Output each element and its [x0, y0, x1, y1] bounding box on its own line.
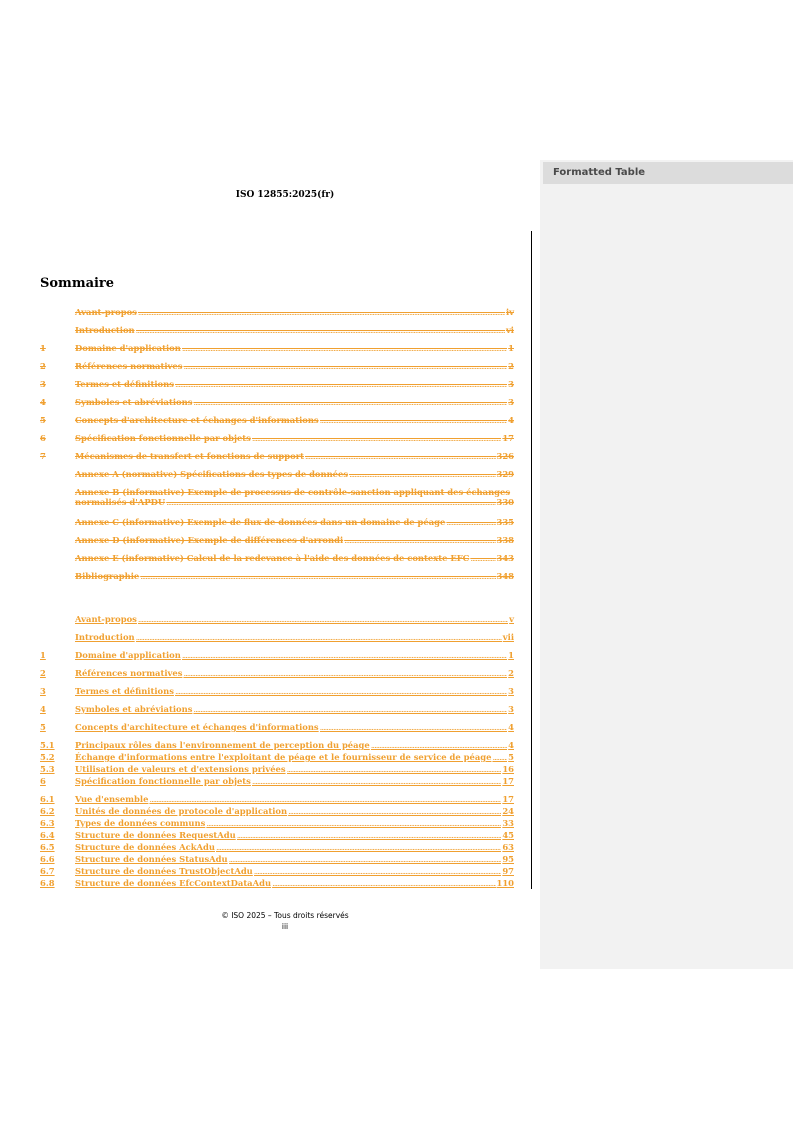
toc-entry-page: 4 [508, 415, 514, 425]
toc-leader-dots [193, 704, 507, 714]
toc-leader-dots [349, 469, 495, 479]
toc-entry-text: Domaine d'application [75, 650, 181, 660]
toc-entry[interactable] [40, 650, 514, 668]
toc-deleted [40, 307, 514, 589]
toc-entry-page: 338 [496, 535, 514, 545]
toc-entry-number: 6.3 [40, 818, 55, 828]
toc-entry-text: Principaux rôles dans l'environnement de perception du péage [75, 740, 370, 750]
toc-leader-dots [216, 842, 501, 852]
footer-page-number: iii [281, 922, 289, 931]
toc-entry[interactable] [40, 776, 514, 794]
toc-entry-number: 6 [40, 433, 46, 443]
toc-entry[interactable] [40, 854, 514, 866]
toc-entry-text: Structure de données RequestAdu [75, 830, 236, 840]
toc-entry-number: 1 [40, 343, 46, 353]
toc-entry-number: 5.3 [40, 764, 55, 774]
comment-balloon-header[interactable] [543, 162, 793, 184]
toc-entry[interactable] [40, 752, 514, 764]
toc-entry-text: Concepts d'architecture et échanges d'informations [75, 415, 319, 425]
toc-leader-dots [446, 517, 495, 527]
toc-leader-dots [193, 397, 507, 407]
toc-leader-dots [183, 668, 507, 678]
toc-entry-page: 2 [508, 361, 514, 371]
comment-pane [540, 160, 793, 969]
toc-entry[interactable] [40, 764, 514, 776]
toc-entry-number: 3 [40, 379, 46, 389]
toc-entry-text: Concepts d'architecture et échanges d'informations [75, 722, 319, 732]
toc-entry[interactable] [40, 397, 514, 415]
toc-entry-page: 33 [502, 818, 514, 828]
toc-entry-number: 2 [40, 668, 46, 678]
toc-entry-text: Annexe C (informative) Exemple de flux de données dans un domaine de péage [75, 517, 446, 527]
toc-leader-dots [182, 343, 507, 353]
toc-entry-text: Structure de données EfcContextDataAdu [75, 878, 272, 888]
toc-entry[interactable] [40, 818, 514, 830]
toc-entry-number: 6.2 [40, 806, 55, 816]
toc-entry[interactable] [40, 487, 514, 517]
toc-entry[interactable] [40, 433, 514, 451]
toc-entry[interactable] [40, 614, 514, 632]
toc-entry-page: vi [505, 325, 514, 335]
toc-entry[interactable] [40, 686, 514, 704]
toc-entry-page: 3 [508, 686, 514, 696]
toc-leader-dots [136, 325, 505, 335]
toc-entry-page: v [509, 614, 514, 624]
toc-leader-dots [344, 535, 495, 545]
toc-entry-number: 3 [40, 686, 46, 696]
toc-leader-dots [138, 614, 508, 624]
toc-entry[interactable] [40, 325, 514, 343]
toc-entry-text: Vue d'ensemble [75, 794, 149, 804]
toc-entry-text: Spécification fonctionnelle par objets [75, 433, 251, 443]
toc-entry-page: 330 [496, 497, 514, 507]
toc-leader-dots [305, 451, 496, 461]
toc-entry-number: 1 [40, 650, 46, 660]
toc-entry-page: 45 [502, 830, 514, 840]
toc-entry-number: 6.6 [40, 854, 55, 864]
toc-entry-number: 6.5 [40, 842, 55, 852]
toc-leader-dots [136, 632, 502, 642]
toc-entry-text: Structure de données AckAdu [75, 842, 215, 852]
toc-leader-dots [182, 650, 507, 660]
toc-leader-dots [206, 818, 501, 828]
toc-entry-page: 348 [496, 571, 514, 581]
toc-entry-text: Unités de données de protocole d'application [75, 806, 288, 816]
toc-entry-number: 5 [40, 722, 46, 732]
toc-entry-page: 17 [502, 776, 514, 786]
toc-leader-dots [175, 379, 507, 389]
toc-entry-text: Annexe A (normative) Spécifications des types de données [75, 469, 349, 479]
toc-leader-dots [252, 433, 501, 443]
toc-title: Sommaire [40, 276, 115, 291]
toc-entry-page: 4 [508, 740, 514, 750]
toc-inserted [40, 614, 514, 890]
toc-entry-page: 17 [502, 433, 514, 443]
change-bar [531, 231, 532, 889]
toc-entry-page: 24 [502, 806, 514, 816]
toc-entry[interactable] [40, 878, 514, 890]
comment-balloon-label: Formatted Table [553, 167, 646, 178]
toc-entry-text-continued: normalisés d'APDU [75, 497, 166, 507]
toc-entry-number: 6.7 [40, 866, 55, 876]
toc-entry[interactable] [40, 704, 514, 722]
toc-entry-text: Annexe D (informative) Exemple de différences d'arrondi [75, 535, 344, 545]
toc-leader-dots [371, 740, 507, 750]
toc-entry-text: Bibliographie [75, 571, 140, 581]
toc-entry-page: 95 [502, 854, 514, 864]
toc-entry-text: Mécanismes de transfert et fonctions de support [75, 451, 304, 461]
toc-leader-dots [320, 415, 508, 425]
toc-entry-text: Domaine d'application [75, 343, 181, 353]
toc-leader-dots [288, 806, 501, 816]
toc-entry[interactable] [40, 668, 514, 686]
toc-entry-text: Structure de données StatusAdu [75, 854, 228, 864]
toc-entry[interactable] [40, 632, 514, 650]
toc-entry-text: Symboles et abréviations [75, 704, 193, 714]
toc-entry[interactable] [40, 517, 514, 535]
toc-entry-text: Avant-propos [75, 614, 137, 624]
page-footer [0, 910, 570, 932]
toc-entry[interactable] [40, 794, 514, 806]
document-header: ISO 12855:2025(fr) [235, 190, 335, 200]
toc-entry[interactable] [40, 451, 514, 469]
toc-entry[interactable] [40, 866, 514, 878]
toc-leader-dots [237, 830, 502, 840]
toc-leader-dots [183, 361, 507, 371]
toc-entry[interactable] [40, 830, 514, 842]
toc-entry[interactable] [40, 535, 514, 553]
toc-entry-number: 6 [40, 776, 46, 786]
toc-entry-text: Annexe B (informative) Exemple de processus de contrôle-sanction appliquant des échanges [75, 487, 511, 497]
toc-entry-text: Références normatives [75, 361, 183, 371]
toc-entry[interactable] [40, 806, 514, 818]
toc-entry-page: 16 [502, 764, 514, 774]
toc-entry[interactable] [40, 361, 514, 379]
toc-entry[interactable] [40, 469, 514, 487]
toc-entry-text: Annexe E (informative) Calcul de la redevance à l'aide des données de contexte EFC [75, 553, 470, 563]
toc-entry-number: 4 [40, 704, 46, 714]
toc-entry-page: 2 [508, 668, 514, 678]
toc-entry-number: 7 [40, 451, 46, 461]
toc-entry-page: 17 [502, 794, 514, 804]
toc-leader-dots [272, 878, 495, 888]
toc-entry-page: 97 [502, 866, 514, 876]
toc-entry-text: Échange d'informations entre l'exploitant de péage et le fournisseur de service de péage [75, 752, 492, 762]
toc-entry-page: 1 [508, 650, 514, 660]
toc-entry-text: Symboles et abréviations [75, 397, 193, 407]
toc-entry-number: 6.1 [40, 794, 55, 804]
toc-entry[interactable] [40, 379, 514, 397]
footer-copyright: © ISO 2025 – Tous droits réservés [221, 911, 349, 920]
toc-entry-page: 3 [508, 379, 514, 389]
toc-entry[interactable] [40, 842, 514, 854]
toc-entry-page: vii [502, 632, 514, 642]
toc-entry-text: Avant-propos [75, 307, 137, 317]
toc-entry-text: Références normatives [75, 668, 183, 678]
toc-leader-dots [138, 307, 505, 317]
toc-entry-number: 6.4 [40, 830, 55, 840]
toc-entry-text: Termes et définitions [75, 379, 174, 389]
toc-entry[interactable] [40, 343, 514, 361]
toc-entry-page: 110 [496, 878, 514, 888]
toc-entry-page: 3 [508, 397, 514, 407]
toc-leader-dots [175, 686, 507, 696]
toc-entry-page: 335 [496, 517, 514, 527]
toc-entry-page: 343 [496, 553, 514, 563]
toc-entry-page: 326 [496, 451, 514, 461]
toc-entry[interactable] [40, 740, 514, 752]
toc-entry-number: 6.8 [40, 878, 55, 888]
toc-entry-text: Introduction [75, 325, 135, 335]
toc-entry[interactable] [40, 415, 514, 433]
toc-entry-text: Spécification fonctionnelle par objets [75, 776, 251, 786]
toc-entry-text: Introduction [75, 632, 135, 642]
toc-entry-page: 329 [496, 469, 514, 479]
toc-entry-page: 1 [508, 343, 514, 353]
toc-leader-dots [229, 854, 502, 864]
toc-leader-dots [140, 571, 495, 581]
toc-entry-number: 2 [40, 361, 46, 371]
toc-entry-text: Utilisation de valeurs et d'extensions privées [75, 764, 286, 774]
toc-leader-dots [492, 752, 507, 762]
toc-leader-dots [320, 722, 508, 732]
toc-leader-dots [287, 764, 502, 774]
toc-entry-page: 63 [502, 842, 514, 852]
toc-leader-dots [470, 553, 495, 563]
toc-entry-text: Structure de données TrustObjectAdu [75, 866, 253, 876]
toc-leader-dots [149, 794, 501, 804]
toc-leader-dots [254, 866, 502, 876]
toc-entry-page: 5 [508, 752, 514, 762]
toc-entry-number: 4 [40, 397, 46, 407]
toc-entry[interactable] [40, 553, 514, 571]
toc-entry-page: 3 [508, 704, 514, 714]
toc-entry-number: 5.1 [40, 740, 55, 750]
toc-entry-page: iv [505, 307, 514, 317]
toc-leader-dots [166, 497, 495, 507]
toc-entry-text: Termes et définitions [75, 686, 174, 696]
toc-entry-number: 5.2 [40, 752, 55, 762]
toc-entry-number: 5 [40, 415, 46, 425]
toc-entry[interactable] [40, 307, 514, 325]
toc-entry[interactable] [40, 722, 514, 740]
toc-entry-text: Types de données communs [75, 818, 206, 828]
toc-entry[interactable] [40, 571, 514, 589]
toc-entry-page: 4 [508, 722, 514, 732]
toc-leader-dots [252, 776, 501, 786]
